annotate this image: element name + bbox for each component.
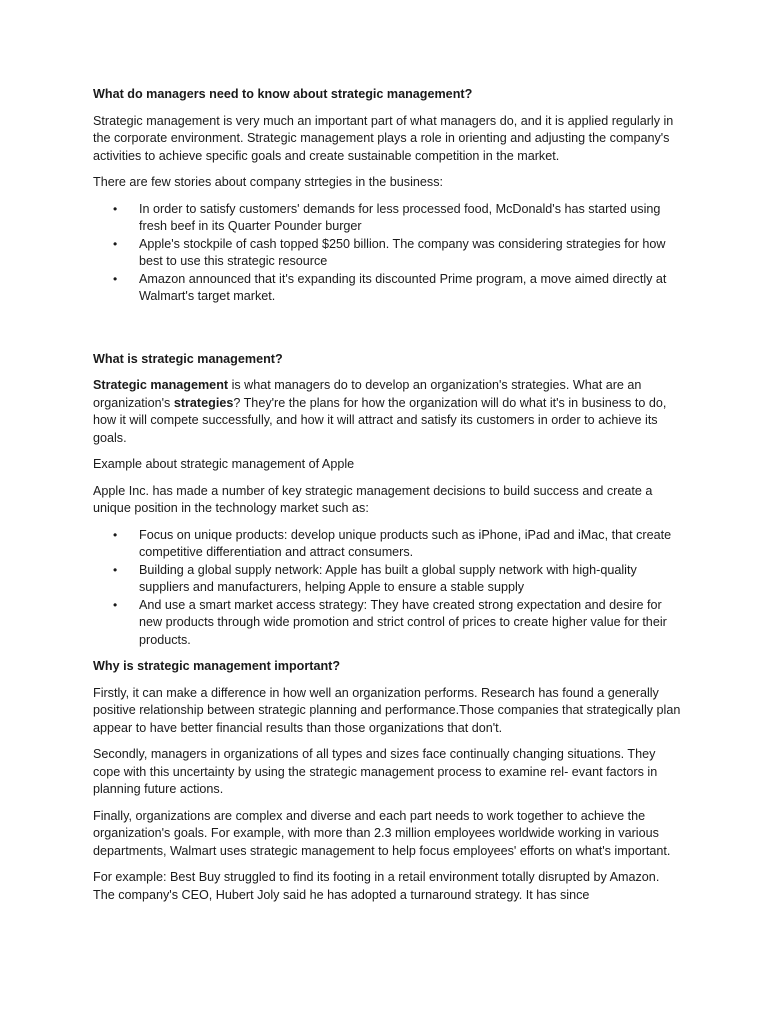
- term-strategic-management: Strategic management: [93, 378, 229, 392]
- paragraph-best-buy-example: For example: Best Buy struggled to find its footing in a retail environment totally disrupted by Amazon. The company's CEO, Hubert Joly said he has adopted a turnaround strategy. It has since: [93, 870, 660, 902]
- list-item: [93, 201, 683, 236]
- paragraph-stories-lead: There are few stories about company strtegies in the business:: [93, 175, 444, 189]
- bullet-list-apple-decisions: [93, 527, 683, 650]
- list-item: [93, 597, 683, 650]
- heading-managers-need-to-know: What do managers need to know about strategic management?: [93, 87, 473, 101]
- list-item: [93, 527, 683, 562]
- document-page: [93, 86, 683, 913]
- paragraph-intro: Strategic management is very much an important part of what managers do, and it is applied regularly in the corporate environment. Strategic management plays a role in orienting and adjusting the company's activities to achieve specific goals and create sustainable competition in the market.: [93, 113, 674, 163]
- paragraph-secondly: Secondly, managers in organizations of all types and sizes face continually changing situations. They cope with this uncertainty by using the strategic management process to examine rel- evant factors in planning future actions.: [93, 747, 658, 796]
- blank-space: [93, 315, 683, 351]
- list-item: [93, 271, 683, 306]
- list-item-text: Amazon announced that it's expanding its discounted Prime program, a move aimed directly at Walmart's target market.: [139, 271, 667, 303]
- paragraph-apple-example-title: Example about strategic management of Apple: [93, 457, 355, 471]
- heading-why-important: Why is strategic management important?: [93, 659, 341, 673]
- bullet-glyph: •: [113, 271, 118, 286]
- heading-what-is-strategic-management: What is strategic management?: [93, 351, 283, 366]
- paragraph-firstly: Firstly, it can make a difference in how well an organization performs. Research has found a generally positive relationship between strategic planning and performance.Those companies that strategically plan appear to have better financial results than those organizations that don't.: [93, 685, 681, 735]
- bullet-glyph: •: [113, 236, 118, 251]
- paragraph-finally: Finally, organizations are complex and diverse and each part needs to work together to achieve the organization's goals. For example, with more than 2.3 million employees worldwide working in various departments, Walmart uses strategic management to help focus employees' efforts on what's important.: [93, 808, 671, 858]
- list-item-text: Building a global supply network: Apple has built a global supply network with high-quality suppliers and manufacturers, helping Apple to ensure a stable supply: [139, 562, 637, 594]
- bullet-glyph: •: [113, 562, 118, 577]
- list-item: [93, 236, 683, 271]
- list-item-text: Apple's stockpile of cash topped $250 billion. The company was considering strategies for how best to use this strategic resource: [139, 236, 666, 268]
- definition-text-1: is what managers do to develop an organization's strategies. What are an organization's: [93, 378, 642, 410]
- list-item-text: Focus on unique products: develop unique products such as iPhone, iPad and iMac, that create competitive differentiation and attract consumers.: [139, 527, 672, 559]
- paragraph-definition: [93, 377, 683, 447]
- definition-text-2: ? They're the plans for how the organization will do what it's in business to do, how it will compete successfully, and how it will attract and satisfy its customers in order to achieve its goals.: [93, 395, 667, 445]
- bullet-list-company-stories: [93, 201, 683, 306]
- list-item: [93, 562, 683, 597]
- term-strategies: strategies: [173, 395, 234, 410]
- paragraph-apple-intro: Apple Inc. has made a number of key strategic management decisions to build success and create a unique position in the technology market such as:: [93, 483, 653, 515]
- list-item-text: In order to satisfy customers' demands for less processed food, McDonald's has started using fresh beef in its Quarter Pounder burger: [139, 201, 661, 233]
- list-item-text: And use a smart market access strategy: They have created strong expectation and desire for new products through wide promotion and strict control of prices to create higher value for their products.: [139, 597, 667, 647]
- bullet-glyph: •: [113, 527, 118, 542]
- bullet-glyph: •: [113, 201, 118, 216]
- bullet-glyph: •: [113, 597, 118, 612]
